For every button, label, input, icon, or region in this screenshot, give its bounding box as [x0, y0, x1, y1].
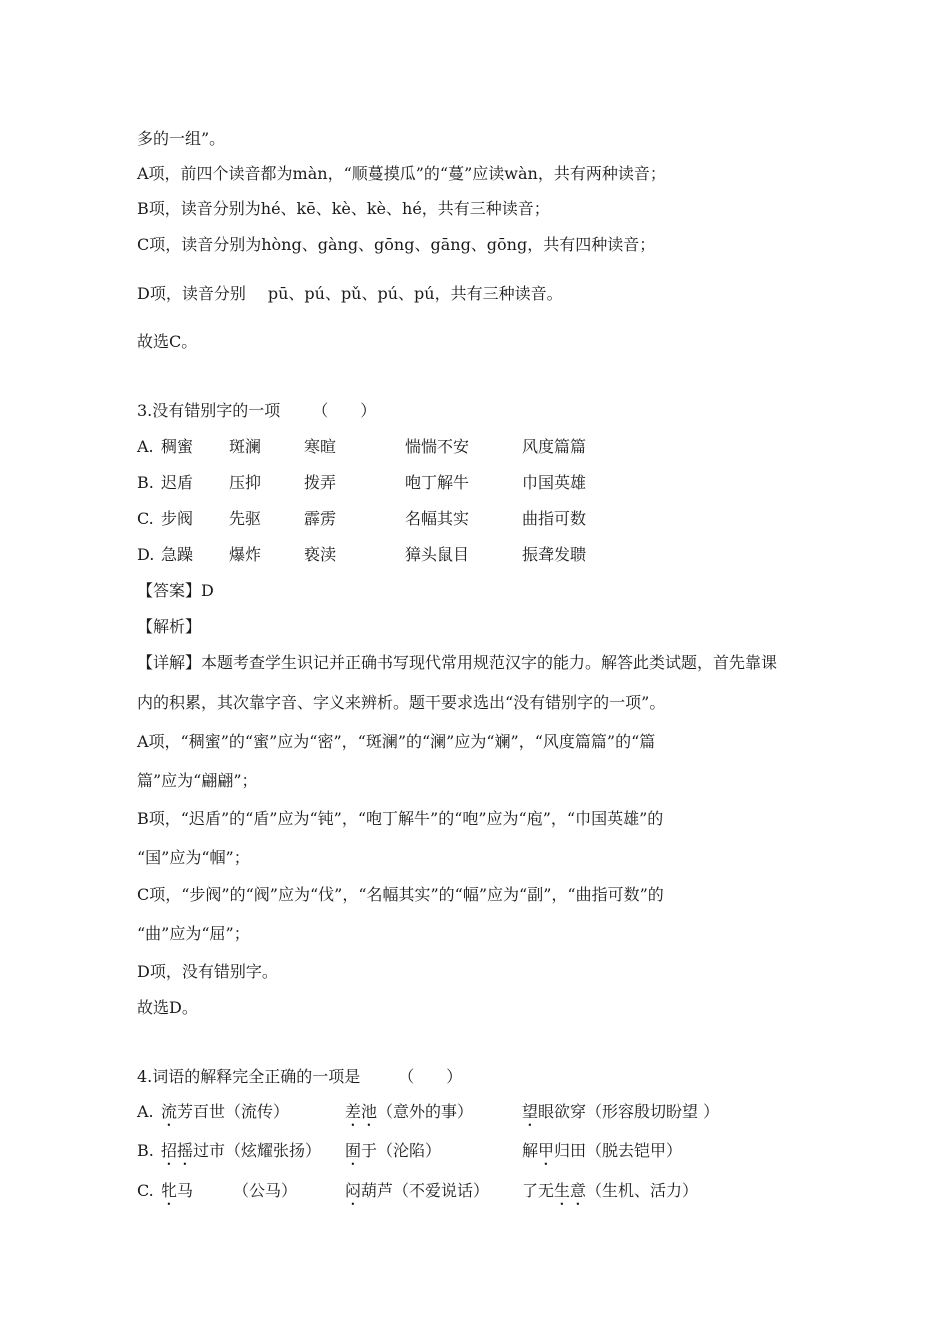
q3-stem-text: 3.没有错别字的一项 [137, 401, 281, 420]
q4-paren: （ ） [398, 1067, 463, 1086]
option-word: 风度篇篇 [522, 437, 587, 456]
analysis-b: B项，读音分别为hé、kē、kè、kè、hé，共有三种读音； [137, 199, 550, 218]
option-letter: A. [137, 437, 154, 456]
analysis-conclusion: 故选C。 [137, 332, 198, 351]
dotted-word: 差池 [345, 1102, 378, 1121]
option-letter: B. [137, 1141, 154, 1160]
option-letter: B. [137, 473, 154, 492]
dotted-word: 甲 [538, 1141, 555, 1160]
q3-detail-7: C项，“步阀”的“阀”应为“伐”，“名幅其实”的“幅”应为“副”，“曲指可数”的 [137, 885, 664, 904]
dotted-word: 囿 [345, 1141, 362, 1160]
option-word: 振聋发聩 [522, 545, 587, 564]
dotted-word: 闷 [345, 1181, 362, 1200]
option-word: 寒暄 [304, 437, 337, 456]
option-item: 差池（意外的事） [345, 1102, 474, 1121]
option-item: 牝马 （公马） [161, 1181, 298, 1200]
option-word: 巾国英雄 [522, 473, 587, 492]
q3-detail-8: “曲”应为“屈”； [137, 924, 250, 943]
dotted-word: 生意 [554, 1181, 587, 1200]
q3-detail-3: A项，“稠蜜”的“蜜”应为“密”，“斑澜”的“澜”应为“斓”，“风度篇篇”的“篇 [137, 732, 656, 751]
q3-stem [137, 400, 376, 422]
q3-detail-9: D项，没有错别字。 [137, 962, 278, 981]
analysis-c: C项，读音分别为hòng、gàng、gōng、gāng、gōng，共有四种读音； [137, 235, 656, 254]
option-word: 压抑 [229, 473, 262, 492]
option-word: 名幅其实 [405, 509, 470, 528]
option-word: 獐头鼠目 [405, 545, 470, 564]
analysis-d-readings: pū、pú、pǔ、pú、pú，共有三种读音。 [267, 284, 563, 303]
option-letter: C. [137, 509, 154, 528]
option-word: 曲指可数 [522, 509, 587, 528]
dotted-word: 望 [522, 1102, 539, 1121]
option-letter: C. [137, 1181, 154, 1200]
q3-detail-2: 内的积累，其次靠字音、字义来辨析。题干要求选出“没有错别字的一项”。 [137, 693, 666, 712]
q3-paren: （ ） [312, 401, 377, 420]
option-word: 斑澜 [229, 437, 262, 456]
dotted-word: 牝 [161, 1181, 178, 1200]
option-letter: D. [137, 545, 155, 564]
option-word: 稠蜜 [161, 437, 194, 456]
option-item: 望眼欲穿（形容殷切盼望 ） [522, 1102, 720, 1121]
intro-tail: 多的一组”。 [137, 129, 226, 148]
option-item: 了无生意（生机、活力） [522, 1181, 699, 1200]
q4-stem [137, 1066, 462, 1088]
analysis-a: A项，前四个读音都为màn，“顺蔓摸瓜”的“蔓”应读wàn，共有两种读音； [137, 164, 666, 183]
q3-detail-5: B项，“迟盾”的“盾”应为“钝”，“咆丁解牛”的“咆”应为“庖”，“巾国英雄”的 [137, 809, 664, 828]
option-word: 步阀 [161, 509, 194, 528]
analysis-d [137, 283, 563, 305]
option-item: 闷葫芦（不爱说话） [345, 1181, 490, 1200]
analysis-d-prefix: D项，读音分别 [137, 284, 246, 303]
option-word: 拨弄 [304, 473, 337, 492]
dotted-word: 流 [161, 1102, 178, 1121]
option-item: 流芳百世（流传） [161, 1102, 290, 1121]
q3-detail-6: “国”应为“帼”； [137, 848, 250, 867]
dotted-word: 招摇 [161, 1141, 194, 1160]
option-word: 咆丁解牛 [405, 473, 470, 492]
option-word: 惴惴不安 [405, 437, 470, 456]
option-item: 囿于（沦陷） [345, 1141, 442, 1160]
option-letter: A. [137, 1102, 154, 1121]
option-item: 解甲归田（脱去铠甲） [522, 1141, 683, 1160]
option-word: 迟盾 [161, 473, 194, 492]
option-word: 霹雳 [304, 509, 337, 528]
q3-detail-10: 故选D。 [137, 998, 198, 1017]
option-word: 先驱 [229, 509, 262, 528]
q3-answer: 【答案】D [137, 581, 214, 600]
q3-detail-4: 篇”应为“翩翩”； [137, 771, 258, 790]
option-word: 爆炸 [229, 545, 262, 564]
q4-stem-text: 4.词语的解释完全正确的一项是 [137, 1067, 361, 1086]
q3-detail-1: 【详解】本题考查学生识记并正确书写现代常用规范汉字的能力。解答此类试题，首先靠课 [137, 653, 778, 672]
q3-jiexi-heading: 【解析】 [137, 617, 202, 636]
option-word: 亵渎 [304, 545, 337, 564]
option-item: 招摇过市（炫耀张扬） [161, 1141, 322, 1160]
option-word: 急躁 [161, 545, 194, 564]
